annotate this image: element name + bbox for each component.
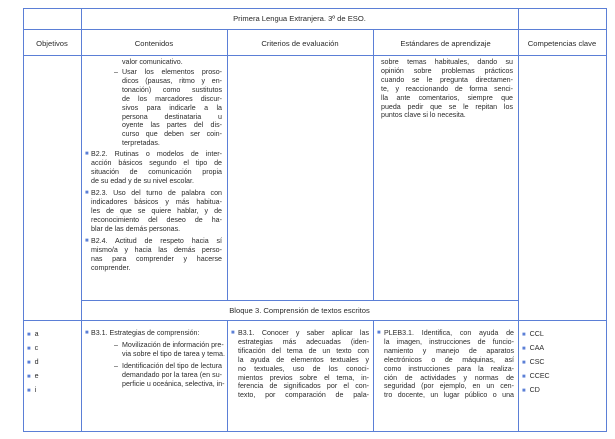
objetivo-item: ■ d: [27, 358, 39, 366]
col-header-competencias: Competencias clave: [527, 39, 597, 48]
dash-marker: –: [114, 68, 118, 76]
bullet-icon: ■: [85, 238, 89, 244]
cont-b31-dash2: Identificación del tipo de lectura demandado por la tarea (en su- perficie u oceánica, selectiva, in-: [122, 362, 225, 388]
col-header-contenidos: Contenidos: [134, 39, 174, 48]
cont-b31-title: B3.1. Estrategias de comprensión:: [91, 329, 200, 337]
competencia-item: ■ CD: [522, 386, 540, 394]
table-title: Primera Lengua Extranjera. 3º de ESO.: [233, 14, 366, 23]
bullet-icon: ■: [85, 330, 89, 336]
bullet-icon: ■: [377, 330, 381, 336]
competencia-item: ■ CSC: [522, 358, 545, 366]
cont-b22: B2.2. Rutinas o modelos de inter- acción básicos segundo el tipo de situación de comunicación propia de su edad y de su nivel escolar.: [91, 150, 222, 185]
col-header-criterios: Criterios de evaluación: [261, 39, 339, 48]
block3-title: Bloque 3. Comprensión de textos escritos: [229, 306, 370, 315]
est-continuation: sobre temas habituales, dando su opinión sobre problemas prácticos cuando se le pregunta directamen- te, y reaccionando de forma senci- lla ante comentarios, siempre que pueda pedir que se le repitan los puntos clave si lo necesita.: [381, 58, 513, 120]
competencia-item: ■ CCEC: [522, 372, 550, 380]
cont-continuation: valor comunicativo.: [122, 58, 183, 66]
cont-b24: B2.4. Actitud de respeto hacia sí mismo/a y hacia las demás perso- nas para comprender y hacerse comprender.: [91, 237, 222, 272]
objetivo-item: ■ i: [27, 386, 37, 394]
dash-marker: –: [114, 341, 118, 349]
cont-b31-dash1: Movilización de información pre- via sobre el tipo de tarea y tema.: [122, 341, 225, 358]
dash-marker: –: [114, 362, 118, 370]
col-header-estandares: Estándares de aprendizaje: [400, 39, 491, 48]
bullet-icon: ■: [85, 190, 89, 196]
competencias-list: [522, 328, 550, 398]
estandar-pleb31: PLEB3.1. Identifica, con ayuda de la imagen, instrucciones de funcio- namiento y manejo de aparatos electrónicos o de máquinas, así como instrucciones para la realiza- ción de actividades y normas de seguridad (por ejemplo, en un cen- tro docente, un lugar público o una: [384, 329, 514, 400]
cont-dash-item: Usar los elementos proso- dicos (pausas, ritmo y en- tonación) como sustitutos de los marcadores discur- sivos para indicarle a la persona destinataria u oyente las partes del dis- curso que deben ser coin- terpretadas.: [122, 68, 222, 148]
bullet-icon: ■: [85, 151, 89, 157]
col-header-objetivos: Objetivos: [36, 39, 68, 48]
criterio-b31: B3.1. Conocer y saber aplicar las estrategias más adecuadas (iden- tificación del tema de un texto con la ayuda de elementos textuales y no textuales, uso de los conoci- mientos previos sobre el tema, in- ferencia de significados por el con- texto, por comparación de pala-: [238, 329, 369, 400]
competencia-item: ■ CCL: [522, 330, 544, 338]
competencia-item: ■ CAA: [522, 344, 545, 352]
objetivos-list: [27, 328, 39, 398]
objetivo-item: ■ e: [27, 372, 39, 380]
objetivo-item: ■ c: [27, 344, 39, 352]
curriculum-table: [23, 8, 607, 432]
cont-b23: B2.3. Uso del turno de palabra con indicadores básicos y más habitua- les de que se quiere hablar, y de reconocimiento del deseo de ha- blar de las demás personas.: [91, 189, 222, 233]
bullet-icon: ■: [231, 330, 235, 336]
objetivo-item: ■ a: [27, 330, 39, 338]
